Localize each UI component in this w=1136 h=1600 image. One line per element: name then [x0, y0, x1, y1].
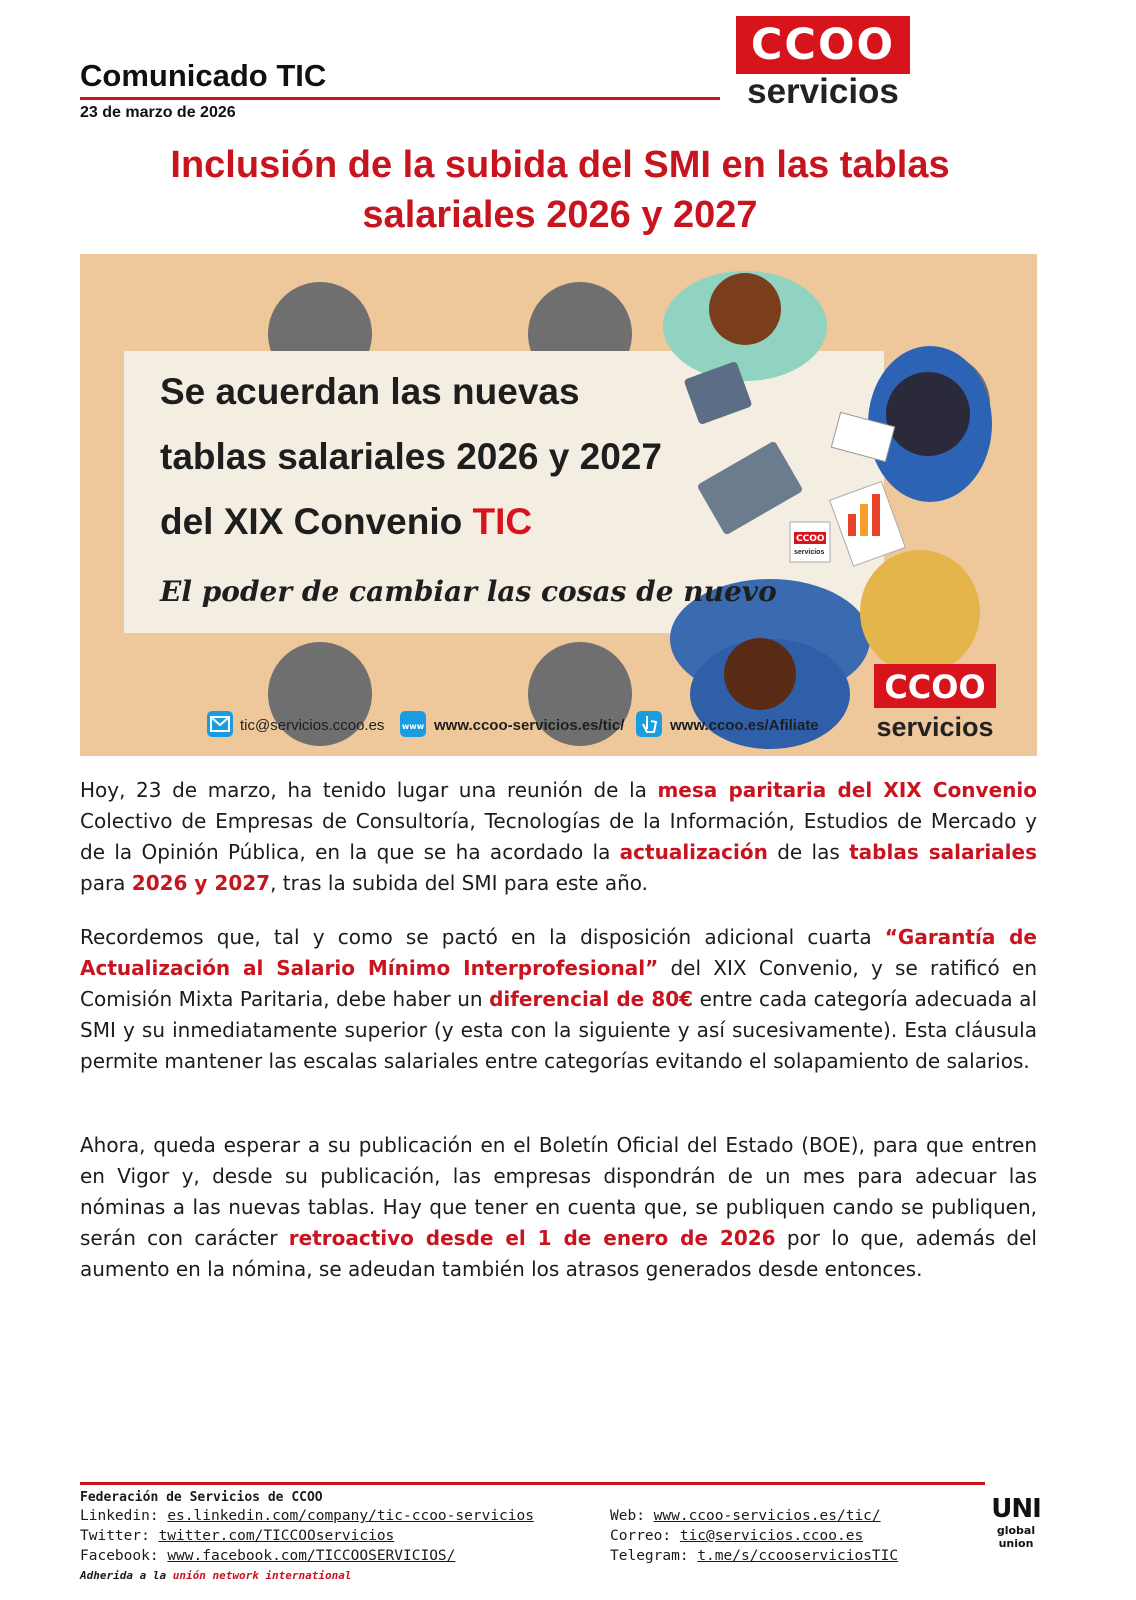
uni-logo-sub-2: union — [998, 1537, 1034, 1550]
uni-global-union-logo — [991, 1494, 1041, 1574]
footer-email-link[interactable]: tic@servicios.ccoo.es — [679, 1528, 864, 1544]
mini-logo-subtext: servicios — [794, 549, 825, 556]
banner-slogan: El poder de cambiar las cosas de nuevo — [160, 575, 777, 608]
ccoo-logo — [736, 16, 910, 74]
p2-text-c: del XIX Convenio, y se ratificó en Comisión Mixta Paritaria, debe haber un — [80, 956, 1037, 1011]
svg-text:www: www — [401, 722, 425, 731]
footer-twitter-link[interactable]: twitter.com/TICCOOservicios — [158, 1528, 395, 1544]
p2-highlight-diferencial: diferencial de 80€ — [489, 987, 694, 1011]
footer-adherida-prefix: Adherida a la — [80, 1569, 173, 1582]
p2-highlight-garantia: “Garantía de Actualización al Salario Mínimo Interprofesional” — [80, 925, 1037, 980]
banner-web: www.ccoo-servicios.es/tic/ — [434, 717, 625, 734]
document-type-title: Comunicado TIC — [80, 58, 327, 93]
banner-line-3-prefix: del XIX Convenio — [160, 501, 473, 542]
banner-image — [80, 254, 1037, 756]
header-divider — [80, 97, 720, 100]
p3-text-c: por lo que, además del aumento en la nómina, se adeudan también los atrasos generados desde entonces. — [80, 1226, 1037, 1281]
p2-text-a: Recordemos que, tal y como se pactó en la disposición adicional cuarta — [80, 925, 885, 949]
headline-line-2: salariales 2026 y 2027 — [362, 194, 758, 236]
footer-twitter — [80, 1526, 394, 1546]
banner-line-3-highlight: TIC — [472, 501, 533, 542]
mini-logo-text: CCOO — [796, 534, 825, 544]
footer-adherida-highlight: unión network international — [172, 1569, 352, 1582]
paragraph-1 — [80, 775, 1037, 899]
p1-highlight-tablas: tablas salariales — [849, 840, 1037, 864]
document-headline — [80, 140, 1040, 240]
footer-web — [610, 1506, 881, 1526]
footer-telegram — [610, 1546, 898, 1566]
footer-web-link[interactable]: www.ccoo-servicios.es/tic/ — [653, 1508, 881, 1524]
paragraph-3 — [80, 1130, 1037, 1285]
footer-organization: Federación de Servicios de CCOO — [80, 1490, 323, 1505]
banner-email: tic@servicios.ccoo.es — [240, 717, 385, 734]
footer-linkedin-link[interactable]: es.linkedin.com/company/tic-ccoo-servicios — [167, 1508, 534, 1524]
banner-line-1: Se acuerdan las nuevas — [160, 371, 580, 412]
banner-ccoo-logo-subtext: servicios — [876, 712, 994, 742]
p1-text-c: Colectivo de Empresas de Consultoría, Tecnologías de la Información, Estudios de Mercado y de la Opinión Pública, en la que se ha acordado la — [80, 809, 1037, 864]
footer-facebook-label: Facebook: — [80, 1548, 168, 1564]
paragraph-2 — [80, 922, 1037, 1077]
p1-text-a: Hoy, 23 de marzo, ha tenido lugar una reunión de la — [80, 778, 658, 802]
footer-telegram-link[interactable]: t.me/s/ccooserviciosTIC — [697, 1548, 899, 1564]
footer-linkedin-label: Linkedin: — [80, 1508, 168, 1524]
p1-text-e: de las — [767, 840, 850, 864]
document-date: 23 de marzo de 2026 — [80, 104, 236, 121]
footer-facebook — [80, 1546, 455, 1566]
uni-logo-sub-1: global — [996, 1524, 1036, 1537]
banner-line-2: tablas salariales 2026 y 2027 — [160, 436, 662, 477]
p1-text-g: para — [80, 871, 132, 895]
footer-web-label: Web: — [610, 1508, 654, 1524]
footer-twitter-label: Twitter: — [80, 1528, 159, 1544]
footer-linkedin — [80, 1506, 534, 1526]
headline-line-1: Inclusión de la subida del SMI en las tablas — [170, 144, 950, 186]
p1-text-i: , tras la subida del SMI para este año. — [270, 871, 649, 895]
p2-text-e: entre cada categoría adecuada al SMI y su inmediatamente superior (y esta con la siguiente y así sucesivamente). Esta cláusula permite mantener las escalas salariales entre categorías evitando el solapamiento de salarios. — [80, 987, 1037, 1073]
uni-logo-text: UNI — [991, 1494, 1041, 1524]
banner-line-3 — [160, 501, 532, 542]
footer-adherida — [80, 1566, 352, 1586]
ccoo-logo-text: CCOO — [750, 19, 896, 70]
p3-text-a: Ahora, queda esperar a su publicación en el Boletín Oficial del Estado (BOE), para que entren en Vigor y, desde su publicación, las empresas dispondrán de un mes para adecuar las nóminas a las nuevas tablas. Hay que tener en cuenta que, se publiquen cando se publiquen, serán con carácter — [80, 1133, 1037, 1250]
footer-email — [610, 1526, 863, 1546]
banner-affiliate: www.ccoo.es/Afiliate — [670, 717, 819, 734]
p1-highlight-years: 2026 y 2027 — [131, 871, 271, 895]
footer-divider — [80, 1482, 985, 1485]
footer-facebook-link[interactable]: www.facebook.com/TICCOOSERVICIOS/ — [167, 1548, 456, 1564]
p1-highlight-actualizacion: actualización — [619, 840, 768, 864]
p3-highlight-retroactivo: retroactivo desde el 1 de enero de 2026 — [288, 1226, 776, 1250]
ccoo-logo-subtext: servicios — [747, 72, 899, 111]
p1-highlight-mesa: mesa paritaria del XIX Convenio — [657, 778, 1037, 802]
hand-pointer-icon — [636, 711, 662, 737]
footer-email-label: Correo: — [610, 1528, 680, 1544]
footer-telegram-label: Telegram: — [610, 1548, 698, 1564]
banner-ccoo-logo-text: CCOO — [884, 668, 986, 706]
